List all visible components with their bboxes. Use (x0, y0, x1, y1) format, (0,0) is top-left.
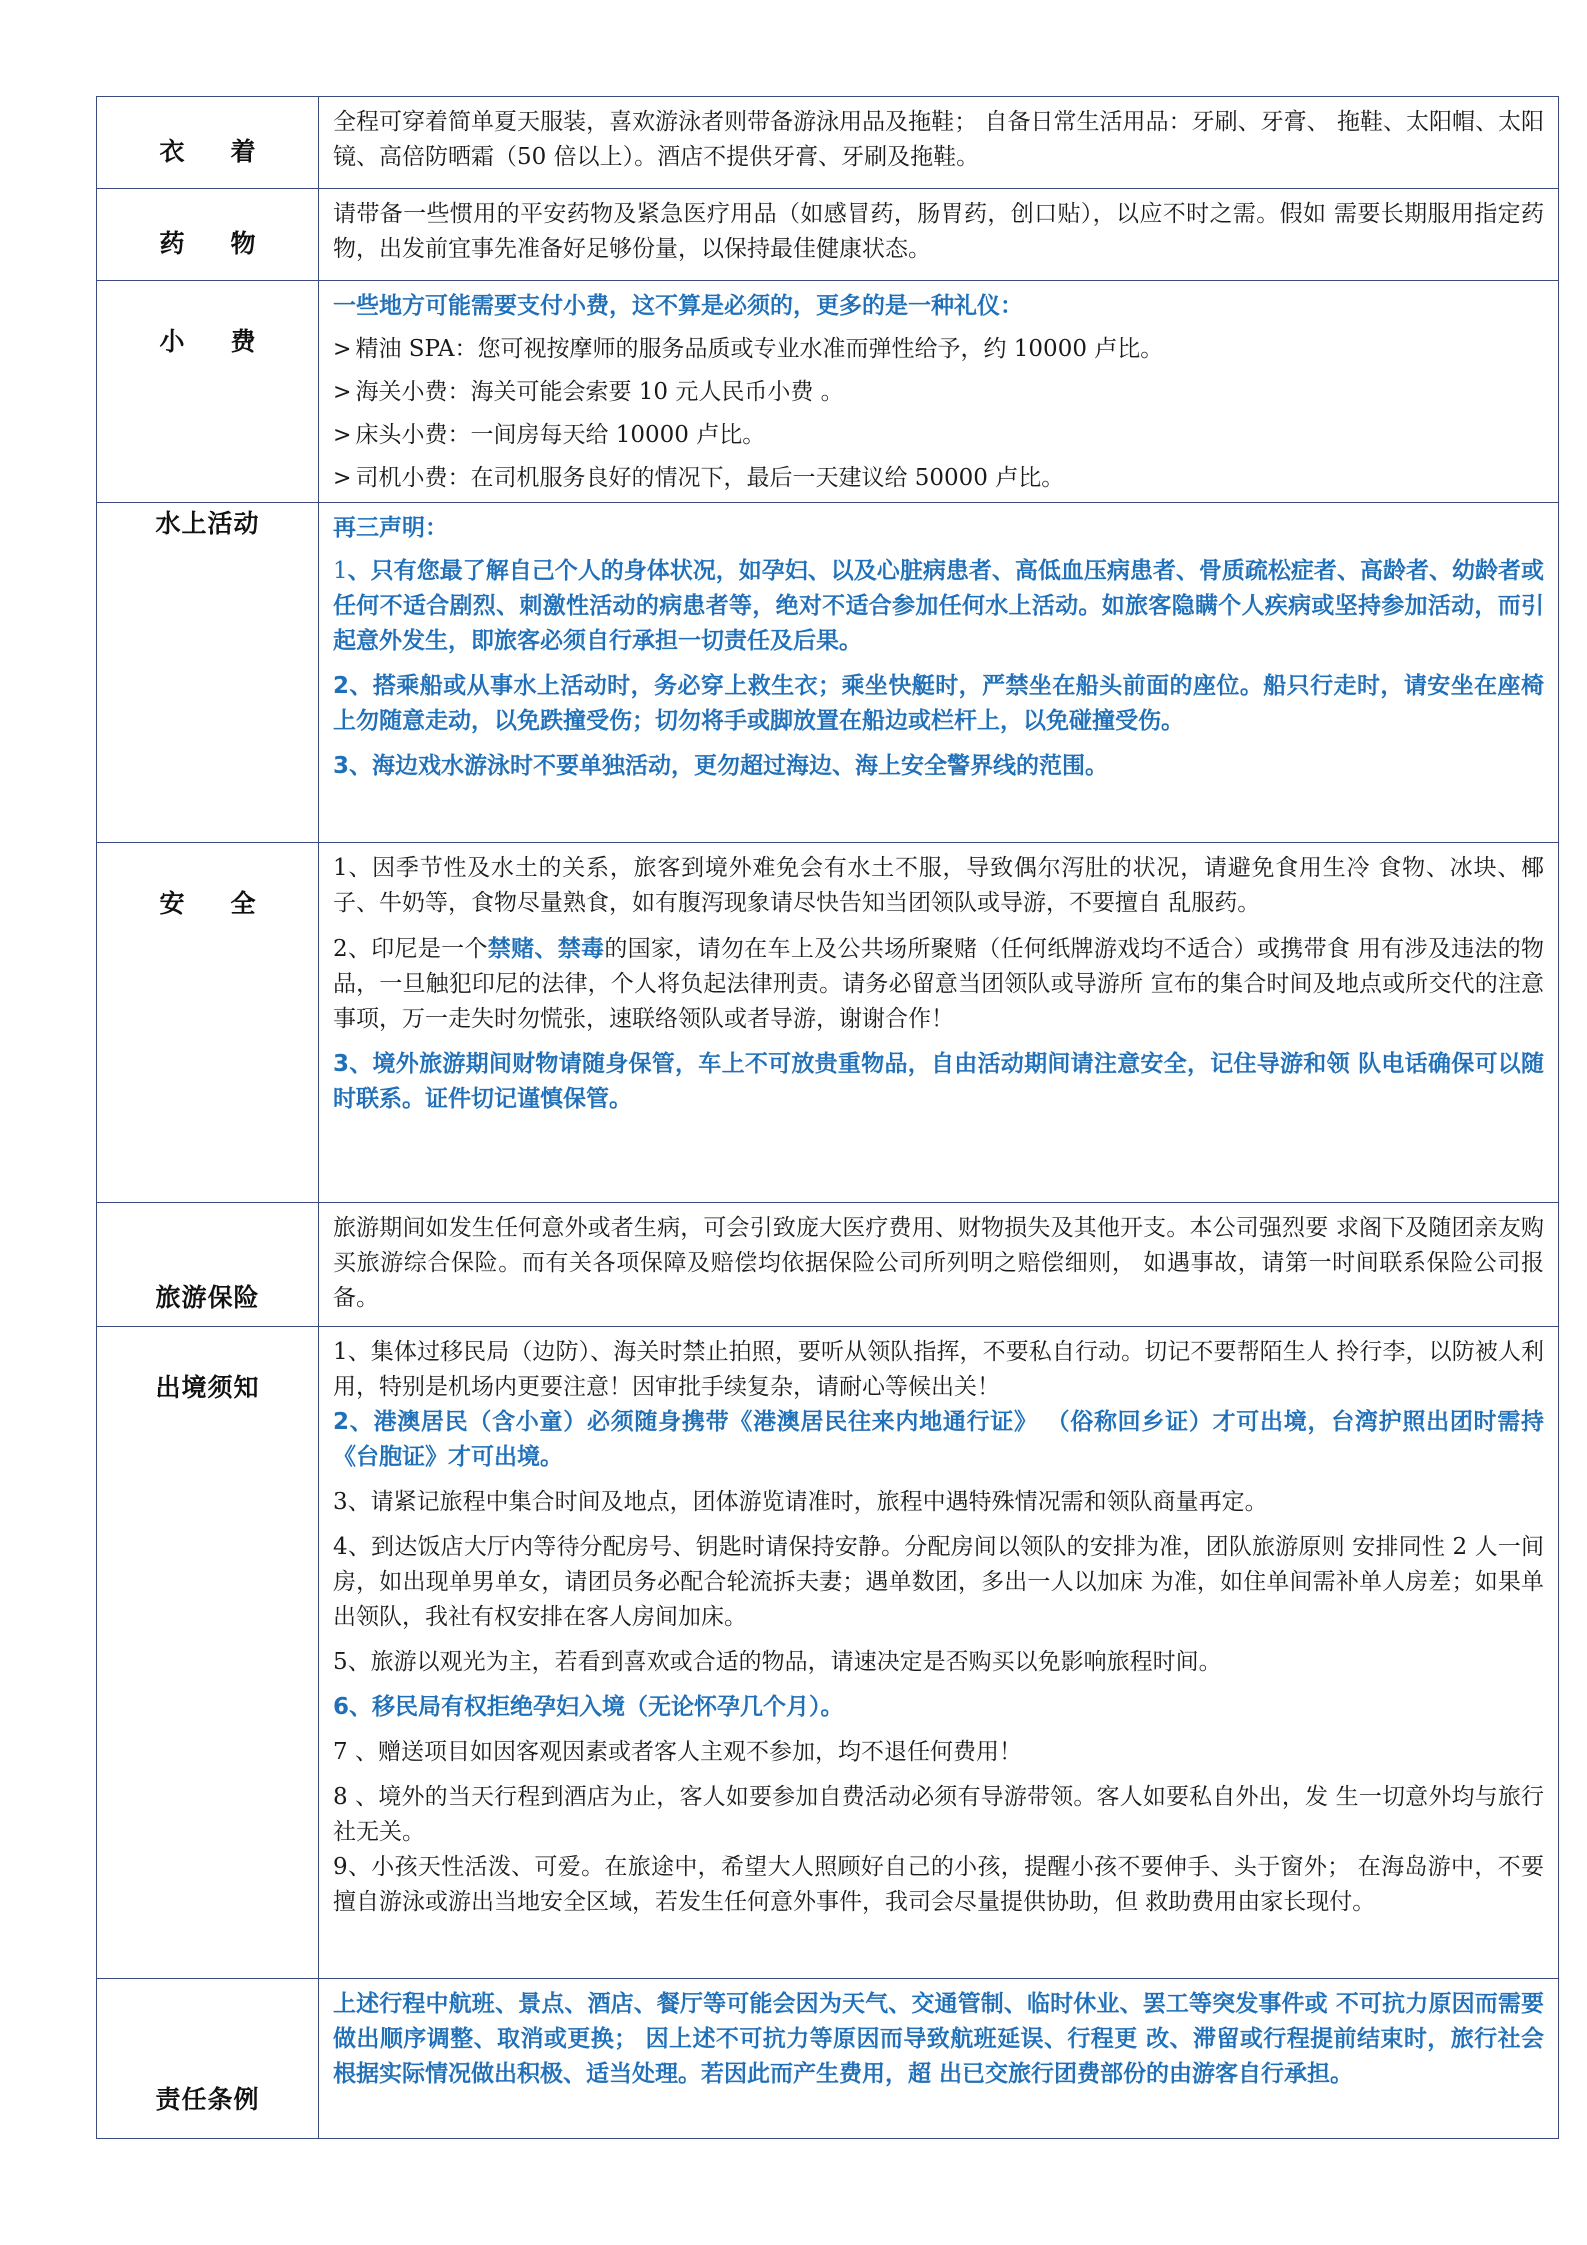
exit-para-7: 7 、赠送项目如因客观因素或者客人主观不参加，均不退任何费用！ (333, 1739, 1022, 1765)
chevron-right-icon: > (333, 337, 352, 362)
row-liability (97, 1979, 1559, 2139)
chevron-right-icon: > (333, 466, 352, 491)
row-clothing (97, 97, 1559, 189)
label-insurance: 旅游保险 (97, 1203, 319, 1327)
water-para-2: 2、搭乘船或从事水上活动时，务必穿上救生衣；乘坐快艇时，严禁坐在船头前面的座位。船只行走时，请安坐在座椅上勿随意走动，以免跌撞受伤；切勿将手或脚放置在船边或栏杆上，以免碰撞受伤。 (333, 673, 1544, 734)
exit-para-4: 4、到达饭店大厅内等待分配房号、钥匙时请保持安静。分配房间以领队的安排为准，团队旅游原则 安排同性 2 人一间房，如出现单男单女，请团员务必配合轮流拆夫妻；遇单数团，多出一人以加床 为准，如住单间需补单人房差；如果单出领队，我社有权安排在客人房间加床。 (333, 1534, 1544, 1630)
row-tips (97, 281, 1559, 503)
insurance-text: 旅游期间如发生任何意外或者生病，可会引致庞大医疗费用、财物损失及其他开支。本公司强烈要 求阁下及随团亲友购买旅游综合保险。而有关各项保障及赔偿均依据保险公司所列明之赔偿细则， 如遇事故，请第一时间联系保险公司报备。 (333, 1215, 1544, 1311)
exit-para-1: 1、集体过移民局（边防）、海关时禁止拍照，要听从领队指挥，不要私自行动。切记不要帮陌生人 拎行李，以防被人利用，特别是机场内更要注意！因审批手续复杂，请耐心等候出关！ (333, 1339, 1544, 1400)
water-para-1: 1、只有您最了解自己个人的身体状况，如孕妇、以及心脏病患者、高低血压病患者、骨质疏松症者、高龄者、幼龄者或任何不适合剧烈、刺激性活动的病患者等，绝对不适合参加任何水上活动。如旅客隐瞒个人疾病或坚持参加活动，而引起意外发生，即旅客必须自行承担一切责任及后果。 (333, 558, 1544, 654)
safety-para-2: 2、印尼是一个禁赌、禁毒的国家，请勿在车上及公共场所聚赌（任何纸牌游戏均不适合）或携带食 用有涉及违法的物品，一旦触犯印尼的法律，个人将负起法律刑责。请务必留意当团领队或导游所 宣布的集合时间及地点或所交代的注意事项，万一走失时勿慌张，速联络领队或者导游，谢谢合作！ (333, 935, 1545, 1032)
row-insurance (97, 1203, 1559, 1327)
highlight-no-gambling: 禁赌 (487, 935, 535, 962)
safety-para-3: 3、境外旅游期间财物请随身保管，车上不可放贵重物品，自由活动期间请注意安全，记住导游和领 队电话确保可以随时联系。证件切记谨慎保管。 (333, 1051, 1544, 1112)
row-exit (97, 1327, 1559, 1979)
water-heading: 再三声明： (333, 515, 448, 541)
content-medicine (319, 189, 1559, 281)
label-tips: 小费 (97, 281, 319, 503)
water-para-3: 3、海边戏水游泳时不要单独活动，更勿超过海边、海上安全警界线的范围。 (333, 753, 1109, 779)
label-liability: 责任条例 (97, 1979, 319, 2139)
content-tips (319, 281, 1559, 503)
row-water (97, 503, 1559, 843)
clothing-text: 全程可穿着简单夏天服装，喜欢游泳者则带备游泳用品及拖鞋； 自备日常生活用品：牙刷、牙膏、 拖鞋、太阳帽、太阳镜、高倍防晒霜（50 倍以上）。酒店不提供牙膏、牙刷及拖鞋。 (333, 109, 1544, 170)
tip-item-driver: > 司机小费：在司机服务良好的情况下，最后一天建议给 50000 卢比。 (333, 465, 1065, 491)
medicine-text: 请带备一些惯用的平安药物及紧急医疗用品（如感冒药，肠胃药，创口贴），以应不时之需。假如 需要长期服用指定药物，出发前宜事先准备好足够份量，以保持最佳健康状态。 (333, 201, 1544, 262)
content-safety (319, 843, 1559, 1203)
content-clothing (319, 97, 1559, 189)
exit-para-5: 5、旅游以观光为主，若看到喜欢或合适的物品，请速决定是否购买以免影响旅程时间。 (333, 1649, 1222, 1675)
tip-item-spa: > 精油 SPA：您可视按摩师的服务品质或专业水准而弹性给予，约 10000 卢比。 (333, 336, 1164, 362)
label-exit: 出境须知 (97, 1327, 319, 1979)
row-safety (97, 843, 1559, 1203)
content-insurance (319, 1203, 1559, 1327)
travel-notes-table (96, 96, 1559, 2139)
exit-para-3: 3、请紧记旅程中集合时间及地点，团体游览请准时，旅程中遇特殊情况需和领队商量再定。 (333, 1489, 1268, 1515)
tip-item-customs: > 海关小费：海关可能会索要 10 元人民币小费 。 (333, 379, 844, 405)
content-water (319, 503, 1559, 843)
highlight-no-drugs: 禁毒 (557, 935, 605, 962)
exit-para-8: 8 、境外的当天行程到酒店为止，客人如要参加自费活动必须有导游带领。客人如要私自外出，发 生一切意外均与旅行社无关。 (333, 1784, 1544, 1845)
exit-para-6: 6、移民局有权拒绝孕妇入境（无论怀孕几个月）。 (333, 1694, 844, 1720)
liability-text: 上述行程中航班、景点、酒店、餐厅等可能会因为天气、交通管制、临时休业、罢工等突发事件或 不可抗力原因而需要做出顺序调整、取消或更换； 因上述不可抗力等原因而导致航班延误、行程更 改、滞留或行程提前结束时，旅行社会根据实际情况做出积极、适当处理。若因此而产生费用，超 出已交旅行团费部份的由游客自行承担。 (333, 1991, 1544, 2087)
safety-para-1: 1、因季节性及水土的关系，旅客到境外难免会有水土不服，导致偶尔泻肚的状况，请避免食用生冷 食物、冰块、椰子、牛奶等，食物尽量熟食，如有腹泻现象请尽快告知当团领队或导游，不要擅自 乱服药。 (333, 855, 1544, 916)
chevron-right-icon: > (333, 380, 352, 405)
tip-item-bedside: > 床头小费：一间房每天给 10000 卢比。 (333, 422, 766, 448)
label-water: 水上活动 (97, 503, 319, 843)
row-medicine (97, 189, 1559, 281)
content-exit (319, 1327, 1559, 1979)
exit-para-9: 9、小孩天性活泼、可爱。在旅途中，希望大人照顾好自己的小孩，提醒小孩不要伸手、头于窗外； 在海岛游中，不要擅自游泳或游出当地安全区域，若发生任何意外事件，我司会尽量提供协助，但 救助费用由家长现付。 (333, 1854, 1544, 1915)
tips-intro: 一些地方可能需要支付小费，这不算是必须的，更多的是一种礼仪： (333, 293, 1023, 319)
label-medicine: 药物 (97, 189, 319, 281)
content-liability (319, 1979, 1559, 2139)
chevron-right-icon: > (333, 423, 352, 448)
exit-para-2: 2、港澳居民（含小童）必须随身携带《港澳居民往来内地通行证》 （俗称回乡证）才可出境，台湾护照出团时需持《台胞证》才可出境。 (333, 1409, 1544, 1470)
label-safety: 安全 (97, 843, 319, 1203)
label-clothing: 衣着 (97, 97, 319, 189)
